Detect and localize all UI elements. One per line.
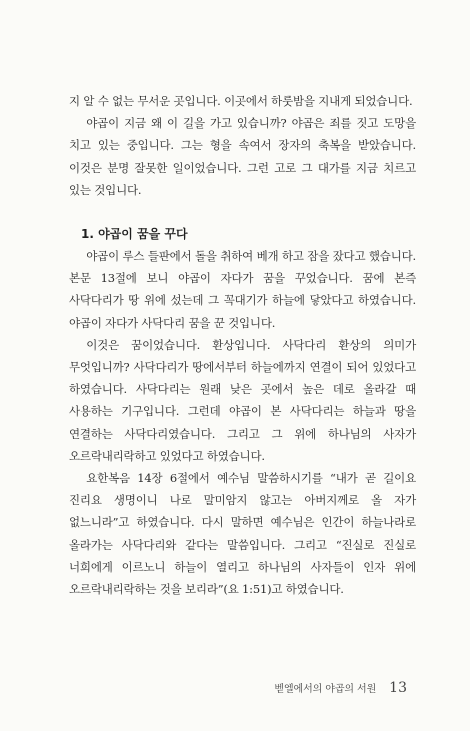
page-content [69,90,416,600]
section-paragraph-2: 이것은 꿈이었습니다. 환상입니다. 사닥다리 환상의 의미가 무엇입니까? 사닥다리가 땅에서부터 하늘에까지 연결이 되어 있었다고 하였습니다. 사닥다리는 원래 낮은 곳에서 높은 데로 올라갈 때 사용하는 기구입니다. 그런데 야곱이 본 사닥다리는 하늘과 땅을 연결하는 사닥다리였습니다. 그리고 그 위에 하나님의 사자가 오르락내리락하고 있었다고 하였습니다. [69,337,416,463]
page-footer [0,680,470,700]
paragraph-1: 지 알 수 없는 무서운 곳입니다. 이곳에서 하룻밤을 지내게 되었습니다. [69,94,413,108]
paragraph-2: 야곱이 지금 왜 이 길을 가고 있습니까? 야곱은 죄를 짓고 도망을 치고 있는 중입니다. 그는 형을 속여서 장자의 축복을 받았습니다. 이것은 분명 잘못한 일이었습니다. 그런 고로 그 대가를 지금 치르고 있는 것입니다. [69,116,416,197]
running-footer-title: 벧엘에서의 야곱의 서원 [274,684,377,695]
section-heading: 1. 야곱이 꿈을 꾸다 [81,227,188,242]
section-paragraph-1: 야곱이 루스 들판에서 돌을 취하여 베개 하고 잠을 잤다고 했습니다. 본문 13절에 보니 야곱이 자다가 꿈을 꾸었습니다. 꿈에 본즉 사닥다리가 땅 위에 섰는데 그 꼭대기가 하늘에 닿았다고 하였습니다. 야곱이 자다가 사닥다리 꿈을 꾼 것입니다. [69,249,416,330]
section-paragraph-3: 요한복음 14장 6절에서 예수님 말씀하시기를 “내가 곧 길이요 진리요 생명이니 나로 말미암지 않고는 아버지께로 올 자가 없느니라”고 하였습니다. 다시 말하면 예수님은 인간이 하늘나라로 올라가는 사닥다리와 같다는 말씀입니다. 그리고 “진실로 진실로 너희에게 이르노니 하늘이 열리고 하나님의 사자들이 인자 위에 오르락내리락하는 것을 보리라”(요 1:51)고 하였습니다. [69,471,416,597]
page-number: 13 [389,680,407,696]
